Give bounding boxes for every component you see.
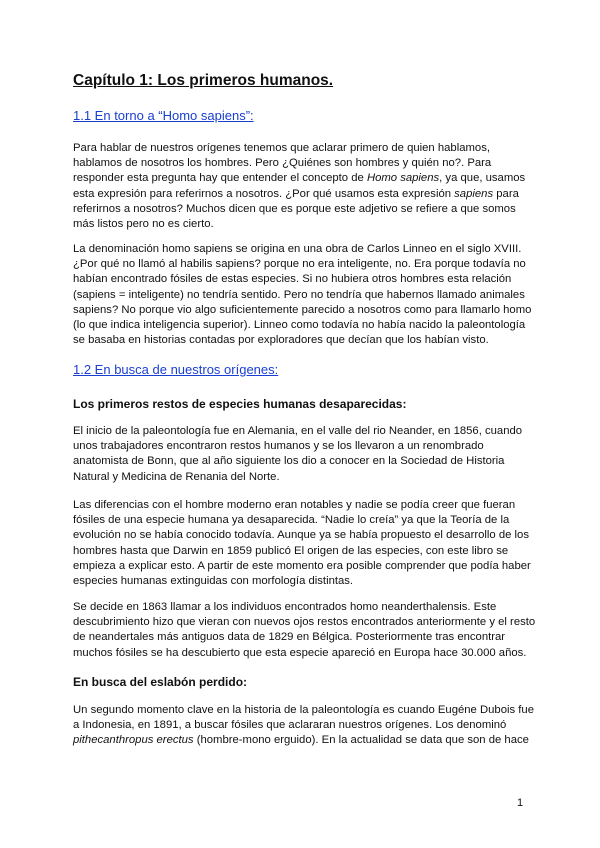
italic-term: pithecanthropus erectus [73, 734, 194, 747]
italic-term: sapiens [454, 187, 494, 200]
paragraph-5: Se decide en 1863 llamar a los individuos encontrados homo neanderthalensis. Este descubrimiento hizo que vieran con nuevos ojos restos encontrados anteriormente y el resto de neandertales más antiguos data de 1829 en Bélgica. Posteriormente tras encontrar muchos fósiles se ha descubierto que esta especie apareció en Europa hace 30.000 años. [73, 601, 536, 659]
paragraph-4: Las diferencias con el hombre moderno eran notables y nadie se podía creer que fueran fósiles de una especie humana ya desaparecida. “Nadie lo creía” ya que la Teoría de la evolución no se había conocido todavía. Aunque ya se había propuesto el desarrollo de los hombres hasta que Darwin en 1859 publicó El origen de las especies, con este libro se empieza a explicar esto. A partir de este momento era posible comprender que podía haber especies humanas extinguidas con morfología distintas. [73, 499, 531, 588]
section-heading-1-2: 1.2 En busca de nuestros orígenes: [73, 362, 279, 377]
subheading-missing-link: En busca del eslabón perdido: [73, 675, 248, 689]
chapter-title: Capítulo 1: Los primeros humanos. [73, 72, 334, 89]
paragraph-1: Para hablar de nuestros orígenes tenemos que aclarar primero de quien hablamos, hablamos de nosotros los hombres. Pero ¿Quiénes son hombres y quién no?. Para responder esta pregunta hay que entender el concepto de Homo sapiens, ya que, usamos esta expresión para referirnos a nosotros. ¿Por qué usamos esta expresión sapiens para referirnos a nosotros? Muchos dicen que es porque este adjetivo se refiere a que somos más listos pero no es cierto. [73, 142, 526, 231]
paragraph-2: La denominación homo sapiens se origina en una obra de Carlos Linneo en el siglo XVIII. ¿Por qué no llamó al habilis sapiens? porque no era inteligente, no. Era porque todavía no habían encontrado fósiles de estas especies. Si no hubiera otros hombres esta relación (sapiens = inteligente) no tendría sentido. Pero no tendría que habernos llamado animales sapiens? No porque vio algo suficientemente parecido a nosotros como para llamarlo homo (lo que indica inteligencia superior). Linneo como todavía no había nacido la paleontología se basaba en historias contadas por exploradores que decían que los habían visto. [73, 243, 532, 347]
section-heading-1-1: 1.1 En torno a “Homo sapiens”: [73, 108, 254, 123]
paragraph-6: Un segundo momento clave en la historia de la paleontología es cuando Eugéne Dubois fue a Indonesia, en 1891, a buscar fósiles que aclararan nuestros orígenes. Los denominó pithecanthropus erectus (hombre-mono erguido). En la actualidad se data que son de hace [73, 704, 534, 747]
italic-term: Homo sapiens [366, 172, 440, 185]
subheading-first-remains: Los primeros restos de especies humanas desaparecidas: [73, 397, 407, 411]
page-number: 1 [517, 797, 524, 809]
paragraph-3: El inicio de la paleontología fue en Alemania, en el valle del rio Neander, en 1856, cuando unos trabajadores encontraron restos humanos y se los llevaron a un renombrado anatomista de Bonn, que al año siguiente los dio a conocer en la Sociedad de Historia Natural y Medicina de Renania del Norte. [73, 425, 523, 483]
